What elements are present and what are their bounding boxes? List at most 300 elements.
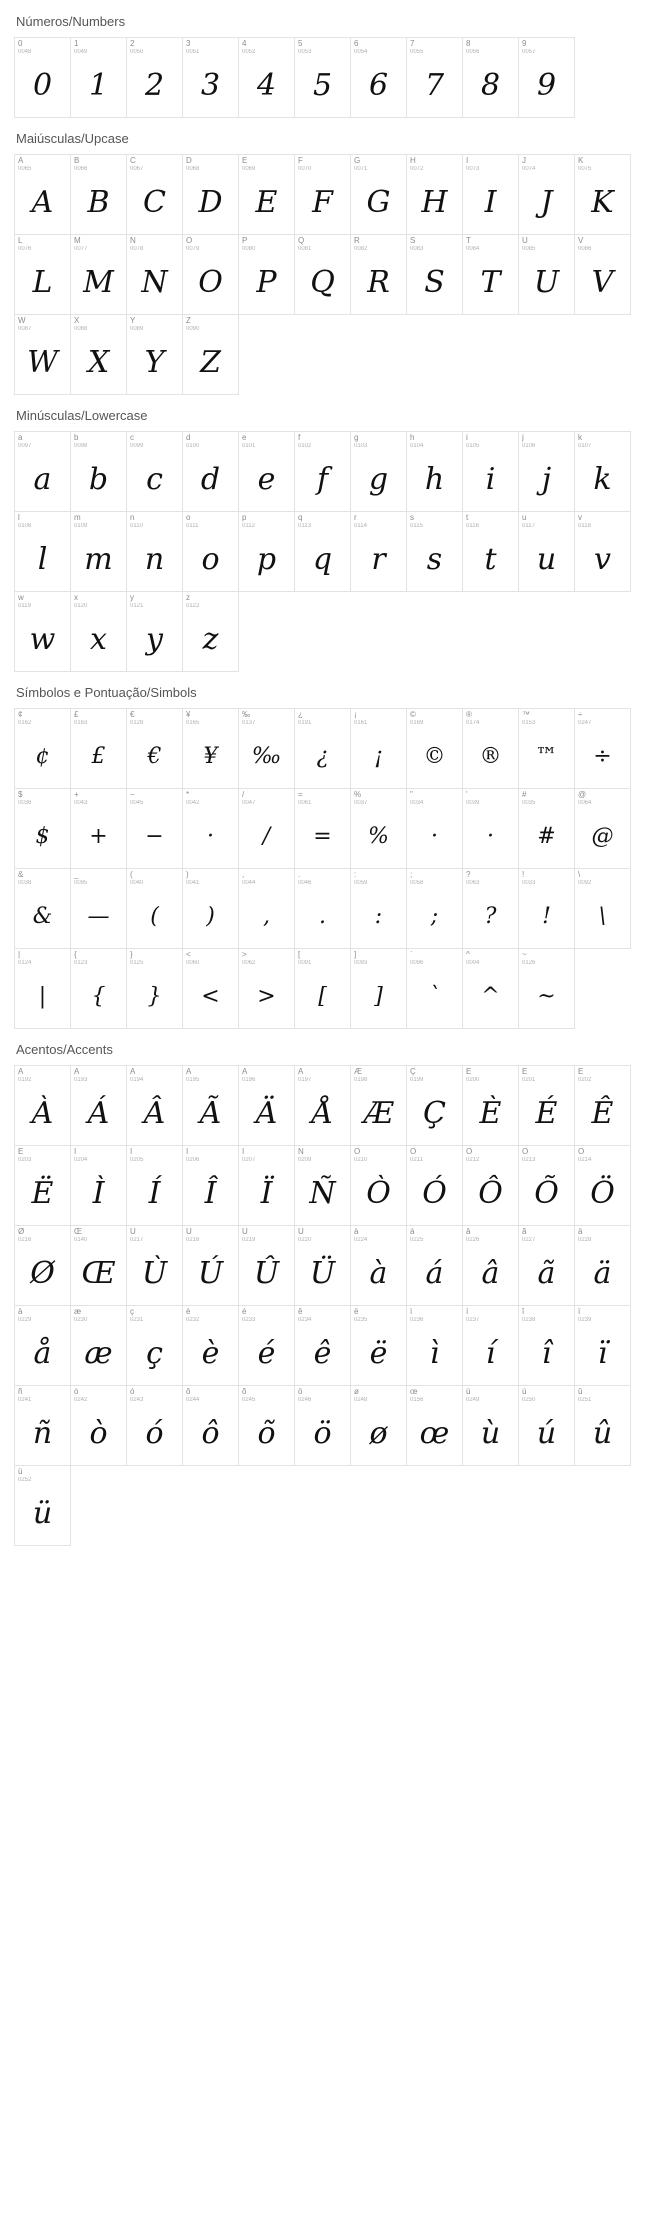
glyph-cell[interactable] bbox=[14, 234, 71, 315]
glyph-cell[interactable] bbox=[350, 1145, 407, 1226]
glyph-cell[interactable] bbox=[350, 511, 407, 592]
glyph-cell[interactable] bbox=[518, 511, 575, 592]
glyph-cell[interactable] bbox=[406, 948, 463, 1029]
glyph-char-label: Ê bbox=[578, 1068, 584, 1076]
glyph-cell[interactable] bbox=[350, 1225, 407, 1306]
glyph-cell[interactable] bbox=[462, 234, 519, 315]
glyph-cell[interactable] bbox=[574, 868, 631, 949]
glyph-preview: e bbox=[257, 461, 276, 497]
glyph-cell[interactable] bbox=[406, 1225, 463, 1306]
glyph-char-label: ú bbox=[522, 1388, 527, 1396]
glyph-cell[interactable] bbox=[574, 511, 631, 592]
glyph-char-label: A bbox=[18, 157, 24, 165]
glyph-preview: N bbox=[141, 264, 168, 300]
glyph-preview: Ä bbox=[255, 1095, 278, 1131]
glyph-cell[interactable] bbox=[294, 948, 351, 1029]
glyph-char-label: 2 bbox=[130, 40, 135, 48]
glyph-char-label: ò bbox=[74, 1388, 79, 1396]
glyph-cell[interactable] bbox=[14, 1385, 71, 1466]
glyph-cell[interactable] bbox=[70, 1305, 127, 1386]
glyph-cell[interactable] bbox=[126, 1305, 183, 1386]
glyph-char-label: ' bbox=[466, 791, 468, 799]
glyph-preview: 8 bbox=[480, 67, 501, 103]
section-title: Minúsculas/Lowercase bbox=[16, 408, 148, 423]
glyph-char-code: 0199 bbox=[410, 1077, 424, 1083]
glyph-cell[interactable] bbox=[518, 868, 575, 949]
glyph-char-label: p bbox=[242, 514, 247, 522]
glyph-char-label: 8 bbox=[466, 40, 471, 48]
glyph-cell[interactable] bbox=[518, 37, 575, 118]
glyph-char-code: 0216 bbox=[18, 1237, 32, 1243]
glyph-cell[interactable] bbox=[518, 154, 575, 235]
glyph-char-label: F bbox=[298, 157, 303, 165]
glyph-cell[interactable] bbox=[238, 1065, 295, 1146]
glyph-cell[interactable] bbox=[126, 1225, 183, 1306]
glyph-preview: ë bbox=[369, 1335, 388, 1371]
glyph-cell[interactable] bbox=[70, 948, 127, 1029]
glyph-preview: I bbox=[484, 184, 497, 220]
glyph-cell[interactable] bbox=[182, 37, 239, 118]
glyph-cell[interactable] bbox=[462, 1385, 519, 1466]
glyph-cell[interactable] bbox=[406, 868, 463, 949]
glyph-cell[interactable] bbox=[462, 708, 519, 789]
glyph-preview: 1 bbox=[88, 67, 109, 103]
glyph-cell[interactable] bbox=[126, 511, 183, 592]
glyph-cell[interactable] bbox=[574, 1385, 631, 1466]
glyph-char-code: 0123 bbox=[74, 960, 88, 966]
glyph-preview: O bbox=[198, 264, 223, 300]
glyph-cell[interactable] bbox=[518, 948, 575, 1029]
glyph-cell[interactable] bbox=[406, 1065, 463, 1146]
glyph-cell[interactable] bbox=[294, 37, 351, 118]
glyph-char-label: V bbox=[578, 237, 584, 245]
glyph-cell[interactable] bbox=[238, 708, 295, 789]
glyph-char-label: 6 bbox=[354, 40, 359, 48]
glyph-cell[interactable] bbox=[14, 314, 71, 395]
glyph-cell[interactable] bbox=[14, 1465, 71, 1546]
glyph-cell[interactable] bbox=[574, 1065, 631, 1146]
glyph-char-label: œ bbox=[410, 1388, 418, 1396]
glyph-preview: Ë bbox=[31, 1175, 54, 1211]
glyph-cell[interactable] bbox=[182, 1225, 239, 1306]
glyph-cell[interactable] bbox=[238, 1145, 295, 1226]
glyph-cell[interactable] bbox=[126, 154, 183, 235]
sections-container bbox=[14, 14, 647, 1545]
glyph-cell[interactable] bbox=[238, 1225, 295, 1306]
glyph-cell[interactable] bbox=[518, 1225, 575, 1306]
glyph-char-label: Ä bbox=[242, 1068, 248, 1076]
glyph-cell[interactable] bbox=[70, 788, 127, 869]
glyph-char-code: 0230 bbox=[74, 1317, 88, 1323]
glyph-cell[interactable] bbox=[70, 314, 127, 395]
glyph-char-label: b bbox=[74, 434, 79, 442]
glyph-char-code: 0074 bbox=[522, 166, 536, 172]
glyph-preview: , bbox=[263, 903, 270, 929]
glyph-char-label: , bbox=[242, 871, 245, 879]
glyph-cell[interactable] bbox=[14, 1225, 71, 1306]
glyph-cell[interactable] bbox=[294, 1385, 351, 1466]
glyph-cell[interactable] bbox=[294, 234, 351, 315]
glyph-cell[interactable] bbox=[294, 431, 351, 512]
glyph-cell[interactable] bbox=[574, 708, 631, 789]
glyph-char-code: 0137 bbox=[242, 720, 256, 726]
glyph-cell[interactable] bbox=[574, 1145, 631, 1226]
glyph-cell[interactable] bbox=[406, 1385, 463, 1466]
glyph-cell[interactable] bbox=[182, 234, 239, 315]
glyph-cell[interactable] bbox=[126, 1145, 183, 1226]
glyph-cell[interactable] bbox=[70, 1145, 127, 1226]
glyph-cell[interactable] bbox=[462, 511, 519, 592]
glyph-char-label: # bbox=[522, 791, 527, 799]
glyph-cell[interactable] bbox=[14, 511, 71, 592]
glyph-preview: E bbox=[255, 184, 278, 220]
glyph-char-label: ¿ bbox=[298, 711, 303, 719]
glyph-preview: Ó bbox=[422, 1175, 447, 1211]
glyph-preview: m bbox=[84, 541, 113, 577]
glyph-char-code: 0205 bbox=[130, 1157, 144, 1163]
glyph-cell[interactable] bbox=[350, 154, 407, 235]
glyph-preview: W bbox=[27, 344, 58, 380]
glyph-preview: ? bbox=[484, 903, 497, 929]
glyph-char-label: Û bbox=[242, 1228, 248, 1236]
glyph-preview: } bbox=[147, 983, 162, 1009]
glyph-char-code: 0122 bbox=[186, 603, 200, 609]
glyph-preview: ‰ bbox=[251, 743, 282, 769]
glyph-cell[interactable] bbox=[518, 234, 575, 315]
glyph-cell[interactable] bbox=[238, 788, 295, 869]
glyph-cell[interactable] bbox=[14, 1065, 71, 1146]
glyph-preview: Ö bbox=[590, 1175, 615, 1211]
glyph-char-label: Å bbox=[298, 1068, 304, 1076]
glyph-cell[interactable] bbox=[462, 868, 519, 949]
glyph-cell[interactable] bbox=[14, 37, 71, 118]
glyph-preview: f bbox=[316, 461, 329, 497]
glyph-char-code: 0059 bbox=[354, 880, 368, 886]
glyph-preview: à bbox=[369, 1255, 388, 1291]
glyph-cell[interactable] bbox=[126, 1065, 183, 1146]
glyph-char-code: 0211 bbox=[410, 1157, 423, 1163]
glyph-grid bbox=[14, 37, 646, 117]
glyph-char-label: 1 bbox=[74, 40, 79, 48]
glyph-cell[interactable] bbox=[238, 948, 295, 1029]
glyph-char-label: U bbox=[522, 237, 528, 245]
glyph-cell[interactable] bbox=[518, 1065, 575, 1146]
glyph-cell[interactable] bbox=[294, 788, 351, 869]
glyph-preview: & bbox=[32, 903, 53, 929]
glyph-cell[interactable] bbox=[350, 1065, 407, 1146]
glyph-char-code: 0153 bbox=[522, 720, 536, 726]
glyph-char-code: 0093 bbox=[354, 960, 368, 966]
glyph-cell[interactable] bbox=[462, 37, 519, 118]
glyph-cell[interactable] bbox=[350, 868, 407, 949]
glyph-cell[interactable] bbox=[238, 1305, 295, 1386]
glyph-cell[interactable] bbox=[406, 1145, 463, 1226]
glyph-cell[interactable] bbox=[406, 37, 463, 118]
glyph-grid bbox=[14, 431, 646, 671]
glyph-char-label: æ bbox=[74, 1308, 82, 1316]
glyph-cell[interactable] bbox=[518, 708, 575, 789]
glyph-cell[interactable] bbox=[462, 948, 519, 1029]
glyph-cell[interactable] bbox=[126, 1385, 183, 1466]
glyph-cell[interactable] bbox=[518, 788, 575, 869]
glyph-char-code: 0033 bbox=[522, 880, 536, 886]
glyph-cell[interactable] bbox=[462, 788, 519, 869]
glyph-cell[interactable] bbox=[70, 1385, 127, 1466]
glyph-cell[interactable] bbox=[406, 431, 463, 512]
glyph-cell[interactable] bbox=[70, 1225, 127, 1306]
glyph-char-label: " bbox=[410, 791, 413, 799]
glyph-char-label: ^ bbox=[466, 951, 470, 959]
glyph-cell[interactable] bbox=[182, 788, 239, 869]
glyph-preview: 2 bbox=[144, 67, 165, 103]
glyph-cell[interactable] bbox=[462, 154, 519, 235]
glyph-cell[interactable] bbox=[126, 591, 183, 672]
glyph-char-code: 0082 bbox=[354, 246, 368, 252]
glyph-char-code: 0080 bbox=[242, 246, 256, 252]
glyph-cell[interactable] bbox=[350, 788, 407, 869]
glyph-preview: é bbox=[257, 1335, 276, 1371]
glyph-preview: õ bbox=[257, 1415, 276, 1451]
glyph-cell[interactable] bbox=[518, 1145, 575, 1226]
glyph-cell[interactable] bbox=[574, 234, 631, 315]
glyph-char-code: 0109 bbox=[74, 523, 88, 529]
glyph-char-code: 0242 bbox=[74, 1397, 88, 1403]
glyph-char-code: 0218 bbox=[186, 1237, 200, 1243]
glyph-cell[interactable] bbox=[574, 1225, 631, 1306]
glyph-cell[interactable] bbox=[126, 234, 183, 315]
glyph-cell[interactable] bbox=[70, 37, 127, 118]
glyph-char-label: © bbox=[410, 711, 416, 719]
glyph-cell[interactable] bbox=[350, 431, 407, 512]
glyph-cell[interactable] bbox=[294, 1225, 351, 1306]
glyph-cell[interactable] bbox=[182, 314, 239, 395]
glyph-char-code: 0034 bbox=[410, 800, 424, 806]
glyph-cell[interactable] bbox=[182, 708, 239, 789]
glyph-cell[interactable] bbox=[462, 431, 519, 512]
glyph-preview: ä bbox=[593, 1255, 612, 1291]
glyph-cell[interactable] bbox=[294, 154, 351, 235]
glyph-cell[interactable] bbox=[182, 1305, 239, 1386]
glyph-cell[interactable] bbox=[294, 708, 351, 789]
glyph-cell[interactable] bbox=[574, 788, 631, 869]
glyph-char-code: 0225 bbox=[410, 1237, 424, 1243]
glyph-char-label: ï bbox=[578, 1308, 581, 1316]
glyph-cell[interactable] bbox=[406, 1305, 463, 1386]
glyph-cell[interactable] bbox=[462, 1305, 519, 1386]
glyph-preview: ï bbox=[597, 1335, 608, 1371]
glyph-cell[interactable] bbox=[518, 1385, 575, 1466]
glyph-cell[interactable] bbox=[70, 431, 127, 512]
glyph-char-code: 0116 bbox=[466, 523, 479, 529]
glyph-cell[interactable] bbox=[462, 1225, 519, 1306]
glyph-char-label: à bbox=[354, 1228, 359, 1236]
glyph-char-label: £ bbox=[74, 711, 79, 719]
glyph-cell[interactable] bbox=[406, 788, 463, 869]
glyph-char-code: 0117 bbox=[522, 523, 535, 529]
glyph-cell[interactable] bbox=[14, 708, 71, 789]
glyph-cell[interactable] bbox=[238, 431, 295, 512]
glyph-cell[interactable] bbox=[350, 708, 407, 789]
glyph-preview: ã bbox=[537, 1255, 556, 1291]
glyph-cell[interactable] bbox=[350, 234, 407, 315]
glyph-cell[interactable] bbox=[182, 591, 239, 672]
glyph-cell[interactable] bbox=[294, 1145, 351, 1226]
glyph-cell[interactable] bbox=[182, 1145, 239, 1226]
glyph-cell[interactable] bbox=[182, 1385, 239, 1466]
glyph-cell[interactable] bbox=[406, 234, 463, 315]
glyph-char-label: L bbox=[18, 237, 23, 245]
glyph-cell[interactable] bbox=[182, 948, 239, 1029]
glyph-cell[interactable] bbox=[350, 1385, 407, 1466]
glyph-char-code: 0098 bbox=[74, 443, 88, 449]
glyph-cell[interactable] bbox=[70, 708, 127, 789]
glyph-cell[interactable] bbox=[238, 154, 295, 235]
glyph-cell[interactable] bbox=[574, 1305, 631, 1386]
glyph-char-code: 0114 bbox=[354, 523, 367, 529]
glyph-cell[interactable] bbox=[70, 234, 127, 315]
glyph-char-code: 0108 bbox=[18, 523, 32, 529]
glyph-char-label: ê bbox=[298, 1308, 303, 1316]
glyph-char-label: ç bbox=[130, 1308, 134, 1316]
section-title: Acentos/Accents bbox=[16, 1042, 113, 1057]
glyph-cell[interactable] bbox=[14, 591, 71, 672]
glyph-cell[interactable] bbox=[126, 314, 183, 395]
glyph-cell[interactable] bbox=[406, 708, 463, 789]
glyph-char-code: 0045 bbox=[130, 800, 144, 806]
glyph-preview: î bbox=[541, 1335, 552, 1371]
glyph-cell[interactable] bbox=[126, 868, 183, 949]
glyph-cell[interactable] bbox=[462, 1145, 519, 1226]
glyph-cell[interactable] bbox=[70, 154, 127, 235]
glyph-char-label: % bbox=[354, 791, 362, 799]
glyph-char-code: 0112 bbox=[242, 523, 255, 529]
glyph-cell[interactable] bbox=[294, 1065, 351, 1146]
glyph-char-label: ‰ bbox=[242, 711, 250, 719]
glyph-preview: ¿ bbox=[316, 743, 329, 769]
glyph-char-code: 0202 bbox=[578, 1077, 592, 1083]
glyph-cell[interactable] bbox=[126, 431, 183, 512]
glyph-char-label: k bbox=[578, 434, 582, 442]
glyph-char-label: ÷ bbox=[578, 711, 583, 719]
glyph-cell[interactable] bbox=[518, 1305, 575, 1386]
glyph-cell[interactable] bbox=[126, 948, 183, 1029]
glyph-char-label: ù bbox=[466, 1388, 471, 1396]
glyph-cell[interactable] bbox=[14, 788, 71, 869]
glyph-char-label: È bbox=[466, 1068, 472, 1076]
glyph-cell[interactable] bbox=[294, 868, 351, 949]
glyph-cell[interactable] bbox=[238, 1385, 295, 1466]
glyph-preview: c bbox=[146, 461, 163, 497]
glyph-char-label: = bbox=[298, 791, 303, 799]
glyph-char-code: 0072 bbox=[410, 166, 424, 172]
glyph-char-label: û bbox=[578, 1388, 583, 1396]
glyph-cell[interactable] bbox=[574, 431, 631, 512]
glyph-cell[interactable] bbox=[294, 511, 351, 592]
glyph-cell[interactable] bbox=[518, 431, 575, 512]
glyph-cell[interactable] bbox=[182, 154, 239, 235]
glyph-preview: < bbox=[201, 983, 220, 1009]
glyph-char-label: f bbox=[298, 434, 301, 442]
glyph-char-label: \ bbox=[578, 871, 581, 879]
glyph-preview: · bbox=[207, 823, 214, 849]
glyph-cell[interactable] bbox=[462, 1065, 519, 1146]
glyph-preview: L bbox=[32, 264, 53, 300]
glyph-char-code: 0078 bbox=[130, 246, 144, 252]
glyph-cell[interactable] bbox=[182, 1065, 239, 1146]
glyph-preview: ü bbox=[32, 1495, 53, 1531]
glyph-preview: Z bbox=[200, 344, 221, 380]
glyph-char-label: ë bbox=[354, 1308, 359, 1316]
glyph-char-label: 7 bbox=[410, 40, 415, 48]
glyph-char-label: j bbox=[522, 434, 524, 442]
glyph-cell[interactable] bbox=[126, 788, 183, 869]
glyph-preview: @ bbox=[591, 823, 614, 849]
glyph-preview: ñ bbox=[32, 1415, 53, 1451]
glyph-cell[interactable] bbox=[14, 948, 71, 1029]
glyph-cell[interactable] bbox=[238, 234, 295, 315]
glyph-cell[interactable] bbox=[238, 37, 295, 118]
glyph-cell[interactable] bbox=[126, 708, 183, 789]
glyph-cell[interactable] bbox=[14, 154, 71, 235]
glyph-char-code: 0099 bbox=[130, 443, 144, 449]
glyph-cell[interactable] bbox=[70, 868, 127, 949]
glyph-cell[interactable] bbox=[70, 511, 127, 592]
section-title: Maiúsculas/Upcase bbox=[16, 131, 129, 146]
glyph-preview: V bbox=[591, 264, 614, 300]
glyph-cell[interactable] bbox=[238, 868, 295, 949]
glyph-cell[interactable] bbox=[182, 511, 239, 592]
glyph-cell[interactable] bbox=[14, 1145, 71, 1226]
glyph-cell[interactable] bbox=[182, 431, 239, 512]
glyph-char-code: 0097 bbox=[18, 443, 32, 449]
glyph-cell[interactable] bbox=[70, 1065, 127, 1146]
glyph-cell[interactable] bbox=[350, 948, 407, 1029]
glyph-char-code: 0106 bbox=[522, 443, 536, 449]
glyph-cell[interactable] bbox=[574, 154, 631, 235]
glyph-cell[interactable] bbox=[14, 868, 71, 949]
glyph-cell[interactable] bbox=[406, 511, 463, 592]
glyph-preview: ~ bbox=[537, 983, 556, 1009]
glyph-cell[interactable] bbox=[406, 154, 463, 235]
glyph-char-code: 0044 bbox=[242, 880, 256, 886]
glyph-char-code: 0113 bbox=[298, 523, 311, 529]
glyph-preview: É bbox=[535, 1095, 558, 1131]
glyph-char-label: Æ bbox=[354, 1068, 362, 1076]
glyph-preview: Å bbox=[311, 1095, 334, 1131]
glyph-char-label: K bbox=[578, 157, 584, 165]
glyph-cell[interactable] bbox=[70, 591, 127, 672]
glyph-char-label: / bbox=[242, 791, 245, 799]
glyph-cell[interactable] bbox=[182, 868, 239, 949]
glyph-char-label: h bbox=[410, 434, 415, 442]
glyph-cell[interactable] bbox=[14, 1305, 71, 1386]
glyph-cell[interactable] bbox=[294, 1305, 351, 1386]
glyph-char-code: 0047 bbox=[242, 800, 256, 806]
glyph-char-code: 0053 bbox=[298, 49, 312, 55]
glyph-cell[interactable] bbox=[14, 431, 71, 512]
glyph-char-code: 0083 bbox=[410, 246, 424, 252]
glyph-char-code: 0197 bbox=[298, 1077, 312, 1083]
glyph-cell[interactable] bbox=[238, 511, 295, 592]
glyph-preview: X bbox=[87, 344, 110, 380]
glyph-cell[interactable] bbox=[126, 37, 183, 118]
glyph-preview: : bbox=[374, 903, 383, 929]
glyph-char-code: 0234 bbox=[298, 1317, 312, 1323]
glyph-char-label: ¡ bbox=[354, 711, 357, 719]
glyph-char-code: 0125 bbox=[130, 960, 144, 966]
glyph-cell[interactable] bbox=[350, 37, 407, 118]
glyph-cell[interactable] bbox=[350, 1305, 407, 1386]
